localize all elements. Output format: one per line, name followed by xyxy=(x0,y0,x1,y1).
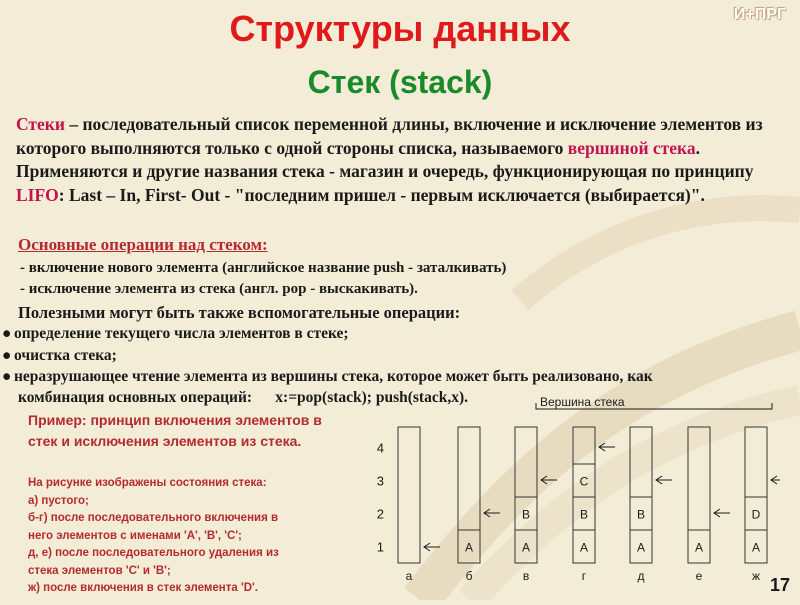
intro-text-2: . Применяются и другие названия стека - магазин и очередь, функционирующая по принципу xyxy=(16,137,754,181)
stack-cell: D xyxy=(751,507,761,522)
stack-cell: A xyxy=(521,540,531,555)
operation-pop: - исключение элемента из стека (англ. pop - выскакивать). xyxy=(20,281,418,297)
auxiliary-continuation: комбинация основных операций: x:=pop(stack); push(stack,x). xyxy=(18,389,469,406)
example-line: стека элементов 'C' и 'B'; xyxy=(28,564,171,577)
stack-cell: C xyxy=(579,474,589,489)
auxiliary-item: ● неразрушающее чтение элемента из вершины стека, которое может быть реализовано, как xyxy=(2,368,653,385)
stack-diagram xyxy=(340,395,780,600)
level-number: 4 xyxy=(376,440,384,456)
state-label: в xyxy=(522,569,530,583)
stack-cell: A xyxy=(464,540,474,555)
state-label: г xyxy=(581,569,587,583)
auxiliary-heading: Полезными могут быть также вспомогательные операции: xyxy=(18,303,461,322)
operation-push: - включение нового элемента (английское название push - заталкивать) xyxy=(20,260,507,276)
stack-diagram-svg xyxy=(340,395,780,600)
page-number: 17 xyxy=(769,575,790,595)
state-label: б xyxy=(465,569,473,583)
course-badge: И+ПРГ xyxy=(733,6,786,23)
state-label: а xyxy=(405,569,413,583)
page-subtitle: Стек (stack) xyxy=(307,64,493,100)
stack-cell: A xyxy=(579,540,589,555)
example-description xyxy=(28,475,338,598)
stack-cell: B xyxy=(636,507,646,522)
example-line: д, е) после последовательного удаления из xyxy=(28,547,279,559)
operations-heading: Основные операции над стеком: xyxy=(18,235,268,254)
stack-column xyxy=(398,427,420,563)
example-lead: Пример: xyxy=(28,412,87,428)
stack-cell: A xyxy=(751,540,761,555)
bullet-icon: ● xyxy=(2,325,12,342)
level-number: 3 xyxy=(376,473,384,489)
term-lifo: LIFO xyxy=(16,184,59,205)
example-line: На рисунке изображены состояния стека: xyxy=(28,477,267,489)
example-line: ж) после включения в стек элемента 'D'. xyxy=(28,582,258,594)
state-label: д xyxy=(637,569,645,583)
page-title: Структуры данных xyxy=(229,8,571,49)
bullet-icon: ● xyxy=(2,368,12,385)
example-line: б-г) после последовательного включения в xyxy=(28,512,279,524)
auxiliary-item: ● определение текущего числа элементов в стеке; xyxy=(2,325,349,342)
state-label: ж xyxy=(751,569,761,583)
stack-cell: B xyxy=(521,507,531,522)
stack-cell: B xyxy=(579,507,589,522)
example-heading-text: принцип включения элементов в стек и исключения элементов из стека. xyxy=(28,412,322,449)
level-number: 2 xyxy=(376,506,384,522)
example-heading xyxy=(28,410,328,452)
auxiliary-item: ● очистка стека; xyxy=(2,347,117,364)
bullet-icon: ● xyxy=(2,347,12,364)
example-line: а) пустого; xyxy=(28,494,89,507)
intro-text-3: : Last – In, First- Out - "последним пришел - первым исключается (выбирается)". xyxy=(58,184,705,205)
term-stacks: Стеки xyxy=(16,114,65,134)
stack-top-label: Вершина стека xyxy=(540,395,625,409)
intro-paragraph xyxy=(16,113,786,207)
intro-text-1: – последовательный список переменной длины, включение и исключение элементов из которого выполняются только с одной стороны списка, называемого xyxy=(16,114,763,158)
state-label: е xyxy=(695,569,703,583)
stack-cell: A xyxy=(694,540,704,555)
level-number: 1 xyxy=(376,539,384,555)
example-line: него элементов с именами 'A', 'B', 'C'; xyxy=(28,529,242,542)
stack-cell: A xyxy=(636,540,646,555)
term-stack-top: вершиной стека xyxy=(567,137,696,158)
